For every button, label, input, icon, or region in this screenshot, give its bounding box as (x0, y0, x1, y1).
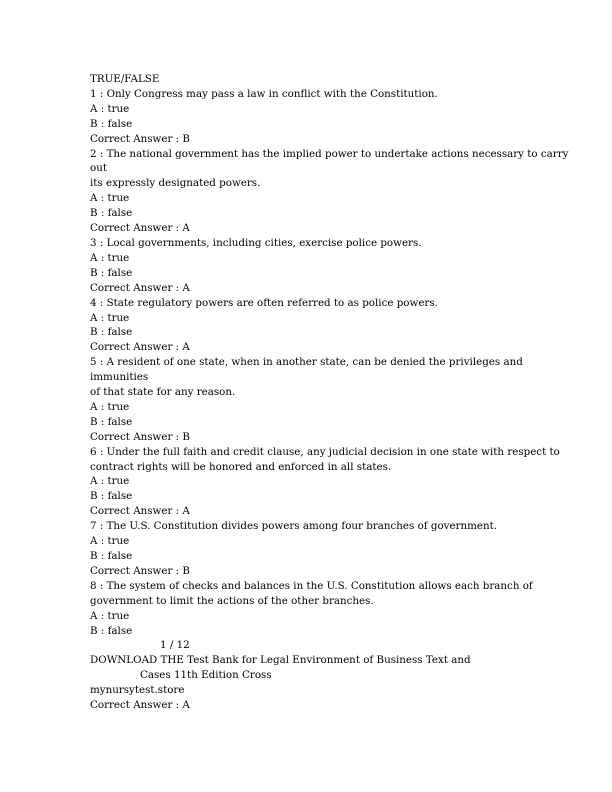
text-line: its expressly designated powers. (90, 177, 261, 190)
text-line: Correct Answer : B (90, 430, 190, 443)
text-line: 3 : Local governments, including cities, exercise police powers. (90, 236, 422, 249)
text-line: A : true (90, 400, 130, 413)
text-line: B : false (90, 207, 133, 220)
text-line: B : false (90, 326, 133, 339)
text-line: A : true (90, 192, 130, 205)
text-line: B : false (90, 117, 133, 130)
text-line: Correct Answer : A (90, 505, 190, 518)
text-line: 1 : Only Congress may pass a law in conflict with the Constitution. (90, 87, 438, 100)
text-line: 8 : The system of checks and balances in the U.S. Constitution allows each branch of (90, 579, 533, 592)
correct-answer-line: Correct Answer : A (90, 699, 190, 712)
text-line: 2 : The national government has the implied power to undertake actions necessary to carry (90, 147, 569, 160)
text-line: contract rights will be honored and enforced in all states. (90, 460, 392, 473)
text-line: Correct Answer : B (90, 132, 190, 145)
text-line: Correct Answer : A (90, 341, 190, 354)
text-line: government to limit the actions of the other branches. (90, 594, 374, 607)
text-line: A : true (90, 535, 130, 548)
text-line: Correct Answer : B (90, 564, 190, 577)
text-line: A : true (90, 609, 130, 622)
text-line: A : true (90, 475, 130, 488)
text-line: 4 : State regulatory powers are often referred to as police powers. (90, 296, 438, 309)
text-line: A : true (90, 102, 130, 115)
text-line: of that state for any reason. (90, 386, 236, 399)
text-line: TRUE/FALSE (90, 73, 160, 85)
text-line: out (90, 162, 107, 175)
download-line: DOWNLOAD THE Test Bank for Legal Environment of Business Text and (90, 654, 471, 667)
download-line-continued: Cases 11th Edition Cross (140, 669, 272, 682)
site-name: mynursytest.store (90, 684, 185, 697)
page-indicator: 1 / 12 (160, 639, 190, 652)
text-line: 6 : Under the full faith and credit clause, any judicial decision in one state with respect to (90, 445, 560, 458)
text-line: Correct Answer : A (90, 281, 190, 294)
text-line: B : false (90, 550, 133, 562)
text-line: B : false (90, 490, 133, 503)
text-line: Correct Answer : A (90, 222, 190, 235)
document-body (90, 72, 569, 713)
text-line: 5 : A resident of one state, when in another state, can be denied the privileges and (90, 356, 523, 369)
text-line: B : false (90, 266, 133, 279)
text-line: immunities (90, 371, 149, 384)
text-line: B : false (90, 415, 133, 428)
text-line: A : true (90, 311, 130, 324)
text-line: A : true (90, 251, 130, 264)
text-line: 7 : The U.S. Constitution divides powers among four branches of government. (90, 520, 498, 533)
text-line: B : false (90, 624, 133, 637)
question-lines (90, 72, 569, 638)
